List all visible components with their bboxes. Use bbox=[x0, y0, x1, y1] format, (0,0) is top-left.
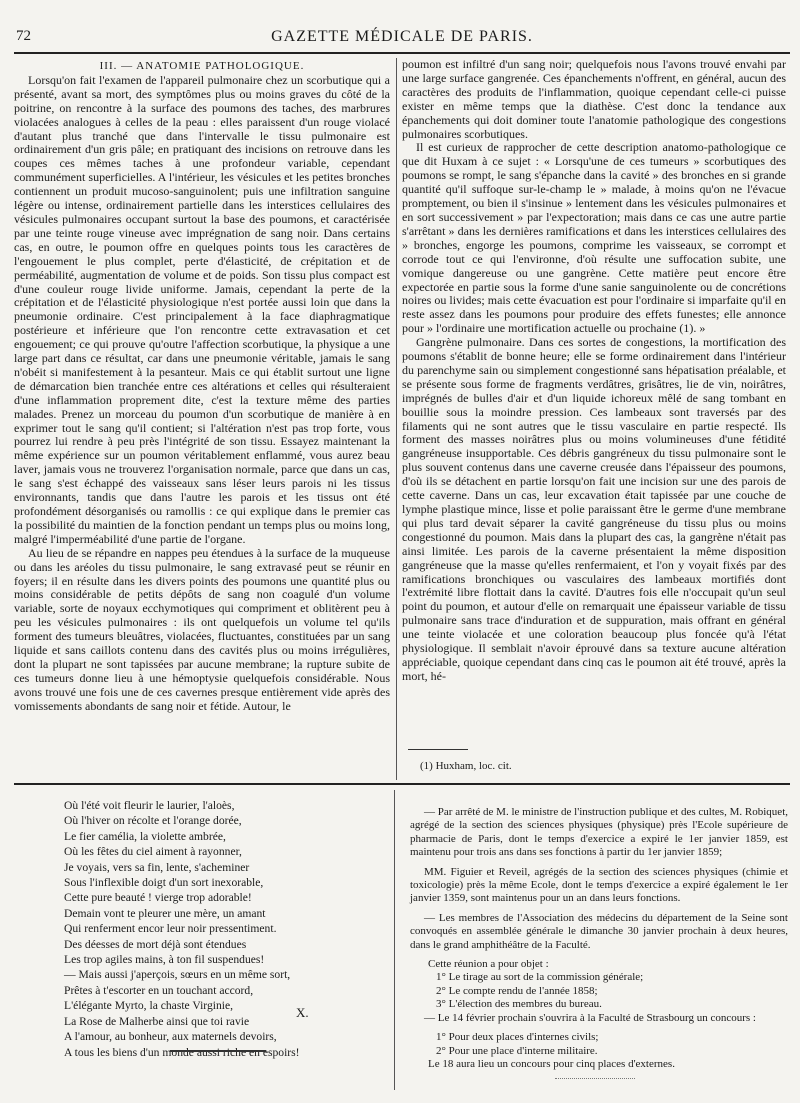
concours-item: 1° Pour deux places d'internes civils; bbox=[436, 1031, 599, 1044]
article-right-column bbox=[402, 58, 786, 684]
news-column bbox=[410, 806, 788, 1071]
poem-line: Les trop agiles mains, à ton fil suspendues! bbox=[64, 953, 265, 967]
poem-line: Où l'hiver on récolte et l'orange dorée, bbox=[64, 814, 242, 828]
poem-line: Des déesses de mort déjà sont étendues bbox=[64, 937, 247, 951]
poem-line: Où l'été voit fleurir le laurier, l'aloès, bbox=[64, 799, 235, 812]
article-paragraph: poumon est infiltré d'un sang noir; quelquefois nous l'avons trouvé envahi par une large surface gangrenée. Ces épanchements n'offrent, en général, aucun des caractères des produits de l'inflammation, quoique cependant celle-ci puisse exister en même temps que la diathèse. C'est donc la tendance aux épanchements qui doit dominer toute l'anatomie pathologique des congestions pulmonaires scorbutiques. bbox=[402, 57, 786, 141]
article-paragraph: Lorsqu'on fait l'examen de l'appareil pulmonaire chez un scorbutique qui a présenté, avant sa mort, des symptômes plus ou moins graves du côté de la poitrine, on rencontre à la surface des poumons des taches, des marbrures violacées analogues à celles de la peau : elles paraissent d'un rouge violacé d'autant plus tranché que dans l'intervalle le tissu pulmonaire est ordinairement d'un gris pâle; en pratiquant des incisions on retrouve dans les coupes ces mêmes taches à une profondeur variable, cependant communément superficielles. A l'intérieur, les vésicules et les petites bronches contiennent un produit mucoso-sanguinolent; puis une infiltration sanguine légère ou intense, ordinairement partielle dans les interstices cellulaires des vésicules pulmonaires occupant surtout la base des poumons, et caractérisée par une teinte rouge vineuse avec imprégnation de sang noir. Dans certains cas, en outre, le poumon offre en quelques points tous les caractères de l'engouement le plus complet, perte d'élasticité, de crépitation et de perméabilité, augmentation de volume et de poids. Son tissu plus compact est d'une couleur rouge livide uniforme. Jamais, cependant la perte de la crépitation et de l'élasticité physiologique n'est portée aussi loin que dans la pneumonie ordinaire. C'est principalement à la face diaphragmatique postérieure et inférieure que l'on rencontre cette extravasation et cet engouement; ce qui prouve qu'outre l'affection scorbutique, la physique a une large part dans ce résultat, car dans une pneumonie véritable, jamais le sang n'obéit si manifestement à la pesanteur. Mais ce qui établit surtout une ligne de démarcation bien tranchée entre ces altérations et celles qui résulteraient d'une inflammation proprement dite, c'est la texture même des parties malades. Prenez un morceau du poumon d'un scorbutique de manière à en exprimer tout le sang qu'il contient; si l'altération n'est pas trop forte, vous pourrez lui rendre à peu près l'intégrité de son tissu. Essayez maintenant la même expérience sur un poumon véritablement enflammé, vous aurez beau laver, jamais vous ne trouverez l'organisation normale, parce que dans un cas, le sang s'est échappé des vaisseaux sans léser leurs parois ni les tissus environnants, tandis que dans l'autre les parois et les tissus ont été profondément désorganisés ou ramollis : ce qui explique dans le premier cas la possibilité du maintien de la fonction pendant un temps plus ou moins long, malgré l'imperméabilité d'une partie de l'organe. bbox=[14, 72, 390, 546]
poem-line: L'élégante Myrto, la chaste Virginie, bbox=[64, 999, 234, 1013]
page-header bbox=[16, 28, 788, 50]
poem-line: Je voyais, vers sa fin, lente, s'acheminer bbox=[64, 860, 250, 874]
column-divider bbox=[396, 58, 397, 780]
article-left-column bbox=[14, 60, 390, 714]
news-item: MM. Figuier et Reveil, agrégés de la section des sciences physiques (chimie et toxicologie) près la même Ecole, dont le temps d'exercice a expiré également le 1er janvier 1359, sont maintenus pour un an dans leurs fonctions. bbox=[410, 865, 788, 905]
gangrene-paragraph: Gangrène pulmonaire. Dans ces sortes de congestions, la mortification des poumons s'établit de bonne heure; elle se forme ordinairement dans l'intérieur du parenchyme sain ou simplement congestionné sans hépatisation préalable, et se présente sous forme de fragments verdâtres, grisâtres, lie de vin, noirâtres, imprégnés de bulles d'air et d'un liquide ichoreux mêlé de sang tombant en bouillie sous la moindre pression. Ces lambeaux sont traversés par des filaments qui ne sont autres que le tissu vasculaire en partie respecté. Ils forment des masses noirâtres plus ou moins volumineuses d'une fétidité gangréneuse insupportable. Ces débris gangréneux du tissu pulmonaire sont le plus souvent contenus dans une caverne creusée dans l'épaisseur des poumons, d'où ils se détachent en partie lorsqu'on fait une incision sur une des parois de cette caverne. Dans un cas, leur excavation était tapissée par une couche de lymphe plastique mince, lisse et polie paraissant être le germe d'une membrane qui plus tard devait séparer la cavité gangréneuse du tissu plus ou moins congestionné du poumon. Mais dans la plupart des cas, la gangrène n'était pas ainsi limitée. Les parois de la caverne présentaient la même disposition gangréneuse que la masse qu'elles renfermaient, et l'on y voyait fixés par des ramifications bronchiques ou vasculaires des lambeaux mortifiés dont l'extrémité libre flottait dans la cavité. D'autres fois elle n'occupait qu'un seul point du poumon, et autour d'elle on remarquait une épaisseur variable de tissu pulmonaire sans trace d'induration et de suppuration, mais offrant en général une teinte violacée et une coloration beaucoup plus foncée qu'à l'état physiologique. Il semblait n'avoir éprouvé dans sa texture aucune altération appréciable, quoique cependant dans cinq cas le poumon ait été trouvé, après la mort, hé- bbox=[402, 335, 786, 683]
poem-line: A tous les biens d'un monde aussi riche en espoirs! bbox=[64, 1045, 300, 1059]
poem-line: Sous l'inflexible doigt d'un sort inexorable, bbox=[64, 876, 264, 890]
meeting-item: 1° Le tirage au sort de la commission générale; bbox=[436, 971, 644, 984]
footnote-rule bbox=[408, 749, 468, 750]
footnote: (1) Huxham, loc. cit. bbox=[420, 760, 512, 772]
poem-line: Demain vont te pleurer une mère, un amant bbox=[64, 906, 266, 920]
section-heading: III. — ANATOMIE PATHOLOGIQUE. bbox=[99, 60, 305, 72]
header-rule bbox=[14, 52, 790, 54]
news-item: — Les membres de l'Association des médecins du département de la Seine sont convoqués en assemblée générale le dimanche 30 janvier prochain à deux heures, dans le grand amphithéâtre de la Faculté. bbox=[410, 911, 788, 951]
news-last-line: Le 18 aura lieu un concours pour cinq places d'externes. bbox=[428, 1057, 675, 1070]
bottom-column-divider bbox=[394, 790, 395, 1090]
news-item: — Par arrêté de M. le ministre de l'instruction publique et des cultes, M. Robiquet, agrégé de la section des sciences physiques (physique) près l'Ecole supérieure de pharmacie de Paris, dont le temps d'exercice a expiré le 1er janvier 1859, est maintenu pour trois ans dans ses fonctions à partir du 1er janvier 1859; bbox=[410, 806, 788, 859]
news-item: — Le 14 février prochain s'ouvrira à la Faculté de Strasbourg un concours : bbox=[424, 1011, 756, 1024]
printer-mark bbox=[555, 1078, 635, 1085]
poem-signature: X. bbox=[296, 1005, 309, 1020]
article-paragraph: Au lieu de se répandre en nappes peu étendues à la surface de la muqueuse ou dans les aréoles du tissu pulmonaire, le sang extravasé peut se réunir en foyers; il en résulte dans les divers points des poumons une quantité plus ou moins considérable de petits dépôts de sang non coagulé d'un volume variable, sorte de noyaux ecchymotiques qui compriment et oblitèrent peu à peu les vésicules pulmonaires : ils ont quelquefois un volume tel qu'ils forment des tumeurs bleuâtres, violacées, fluctuantes, constituées par un sang liquide et sans caillots contenu dans des cavités plus ou moins irrégulières, dont la plupart ne sont tapissées par aucune membrane; la rupture subite de ces tumeurs donne lieu à une hémoptysie quelquefois considérable. Nous avons trouvé une fois une de ces cavernes presque entièrement vide après des vomissements abondants de sang noir et fétide. Autour, le bbox=[14, 545, 390, 713]
poem-line: Le fier camélia, la violette ambrée, bbox=[64, 829, 226, 843]
page-number: 72 bbox=[16, 28, 31, 44]
article-paragraph: Il est curieux de rapprocher de cette description anatomo-pathologique ce que dit Huxam à ce sujet : « Lorsqu'une de ces tumeurs » scorbutiques des poumons se rompt, le sang s'épanche dans la cavité » des bronches en si grande quantité qu'il suffoque sur-le-champ le » malade, à moins qu'on ne l'évacue promptement, ou bien il s'insinue » lentement dans les vésicules pulmonaires et en sort successivement » par l'expectoration; mais dans ce cas une autre partie s'arrêtant » dans les dernières ramifications et dans les interstices cellulaires des » bronches, engorge les poumons, comprime les vaisseaux, se corrompt et corrode tout ce qui l'environne, d'où résulte une suffocation subite, une vomique dangereuse ou une gangrène. Cette matière peut encore être expectorée en partie sous la forme d'une sanie sanguinolente ou de concrétions noires ou livides; mais cette évacuation est pour l'ordinaire si imparfaite qu'il en reste assez dans les poumons pour produire des effets funestes; elle annonce pour » l'ordinaire une mortification actuelle ou prochaine (1). » bbox=[402, 140, 786, 336]
meeting-item: 2° Le compte rendu de l'année 1858; bbox=[436, 984, 598, 997]
feuilleton-rule bbox=[14, 783, 790, 785]
journal-title: GAZETTE MÉDICALE DE PARIS. bbox=[271, 28, 533, 45]
meeting-intro: Cette réunion a pour objet : bbox=[428, 958, 549, 971]
meeting-item: 3° L'élection des membres du bureau. bbox=[436, 998, 602, 1011]
poem-line: Où les fêtes du ciel aiment à rayonner, bbox=[64, 845, 242, 859]
poem-line: A l'amour, au bonheur, aux maternels devoirs, bbox=[64, 1030, 277, 1044]
concours-item: 2° Pour une place d'interne militaire. bbox=[436, 1044, 598, 1057]
poem-line: Qui renferment encor leur noir pressentiment. bbox=[64, 922, 277, 936]
poem-end-rule bbox=[170, 1050, 266, 1052]
poem-line: La Rose de Malherbe ainsi que toi ravie bbox=[64, 1014, 250, 1028]
poem bbox=[64, 798, 384, 1060]
poem-line: Cette pure beauté ! vierge trop adorable! bbox=[64, 891, 252, 905]
poem-line: — Mais aussi j'aperçois, sœurs en un même sort, bbox=[64, 968, 291, 982]
poem-line: Prêtes à t'escorter en un touchant accord, bbox=[64, 983, 254, 997]
